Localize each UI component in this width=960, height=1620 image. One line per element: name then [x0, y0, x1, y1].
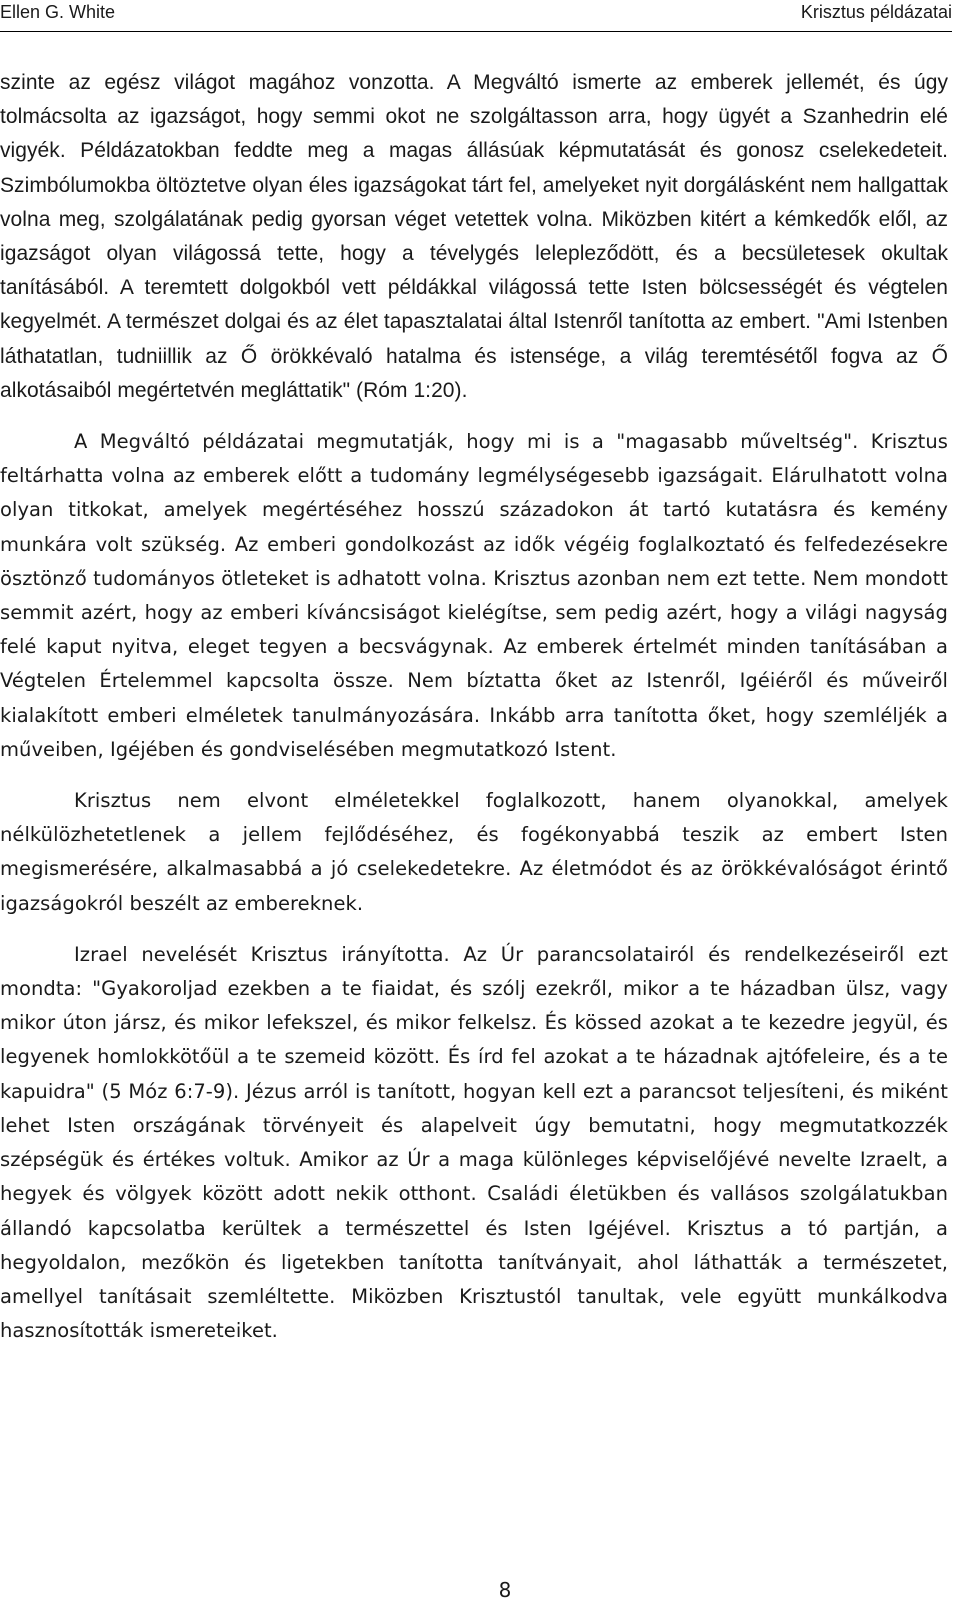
page-number: 8 [498, 1578, 512, 1602]
header-author: Ellen G. White [0, 2, 116, 22]
paragraph-4: Izrael nevelését Krisztus irányította. Az Úr parancsolatairól és rendelkezéseiről ezt mondta: "Gyakoroljad ezekben a te fiaidat, és szólj ezekről, mikor a te házadban ülsz, vagy mikor úton jársz, és mikor lefekszel, és mikor felkelsz. És kössed azokat a te kezedre jegyül, és legyenek homlokkötőül a te szemeid között. És írd fel azokat a te házadnak ajtófeleire, és a te kapuidra" (5 Móz 6:7-9). Jézus arról is tanított, hogyan kell ezt a parancsot teljesíteni, és miként lehet Isten országának törvényeit és alapelveit úgy bemutatni, hogy megmutatkozzék szépségük és értékes voltuk. Amikor az Úr a maga különleges képviselőjévé nevelte Izraelt, a hegyek és völgyek között adott nekik otthont. Családi életükben és vallásos szolgálatukban állandó kapcsolatba kerültek a természettel és Isten Igéjével. Krisztus a tó partján, a hegyoldalon, mezőkön és ligetekben tanította tanítványait, ahol láthatták a természetet, amellyel tanításait szemléltette. Miközben Krisztustól tanultak, vele együtt munkálkodva hasznosították ismereteiket. [0, 942, 948, 1343]
paragraph-2: A Megváltó példázatai megmutatják, hogy mi is a "magasabb műveltség". Krisztus feltárhatta volna az emberek előtt a tudomány legmélységesebb igazságait. Elárulhatott volna olyan titkokat, amelyek megértéséhez hosszú századokon át tartó kutatásra és kemény munkára volt szükség. Az emberi gondolkozást az idők végéig foglalkoztató és felfedezésekre ösztönző tudományos ötleteket is adhatott volna. Krisztus azonban nem ezt tette. Nem mondott semmit azért, hogy az emberi kíváncsiságot kielégítse, sem pedig azért, hogy a világi nagyság felé kaput nyitva, eleget tegyen a becsvágynak. Az emberek értelmét minden tanításában a Végtelen Értelemmel kapcsolta össze. Nem bíztatta őket az Istenről, Igéiéről és műveiről kialakított emberi elméletek tanulmányozására. Inkább arra tanította őket, hogy szemléljék a műveiben, Igéjében és gondviselésében megmutatkozó Istent. [0, 430, 948, 761]
header-divider [0, 31, 952, 32]
paragraph-3: Krisztus nem elvont elméletekkel foglalkozott, hanem olyanokkal, amelyek nélkülözhetetlenek a jellem fejlődéséhez, és fogékonyabbá teszik az embert Isten megismerésére, alkalmasabbá a jó cselekedetekre. Az életmódot és az örökkévalóságot érintő igazságokról beszélt az embereknek. [0, 789, 948, 915]
page-body [0, 66, 948, 1348]
header-book-title: Krisztus példázatai [800, 2, 952, 22]
paragraph-1: szinte az egész világot magához vonzotta. A Megváltó ismerte az emberek jellemét, és úgy tolmácsolta az igazságot, hogy semmi okot ne szolgáltasson arra, hogy ügyét a Szanhedrin elé vigyék. Példázatokban feddte meg a magas állásúak képmutatását és gonosz cselekedeteit. Szimbólumokba öltöztetve olyan éles igazságokat tárt fel, amelyeket nyit dorgálásként nem hallgattak volna meg, szolgálatának pedig gyorsan véget vetettek volna. Miközben kitért a kémkedők elől, az igazságot olyan világossá tette, hogy a tévelygés lelepleződött, és a becsületesek okultak tanításából. A teremtett dolgokból vett példákkal világossá tette Isten bölcsességét és végtelen kegyelmét. A természet dolgai és az élet tapasztalatai által Istenről tanította az embert. "Ami Istenben láthatatlan, tudniillik az Ő örökkévaló hatalma és istensége, a világ teremtésétől fogva az Ő alkotásaiból megértetvén megláttatik" (Róm 1:20). [0, 71, 948, 402]
page-header [0, 0, 960, 26]
